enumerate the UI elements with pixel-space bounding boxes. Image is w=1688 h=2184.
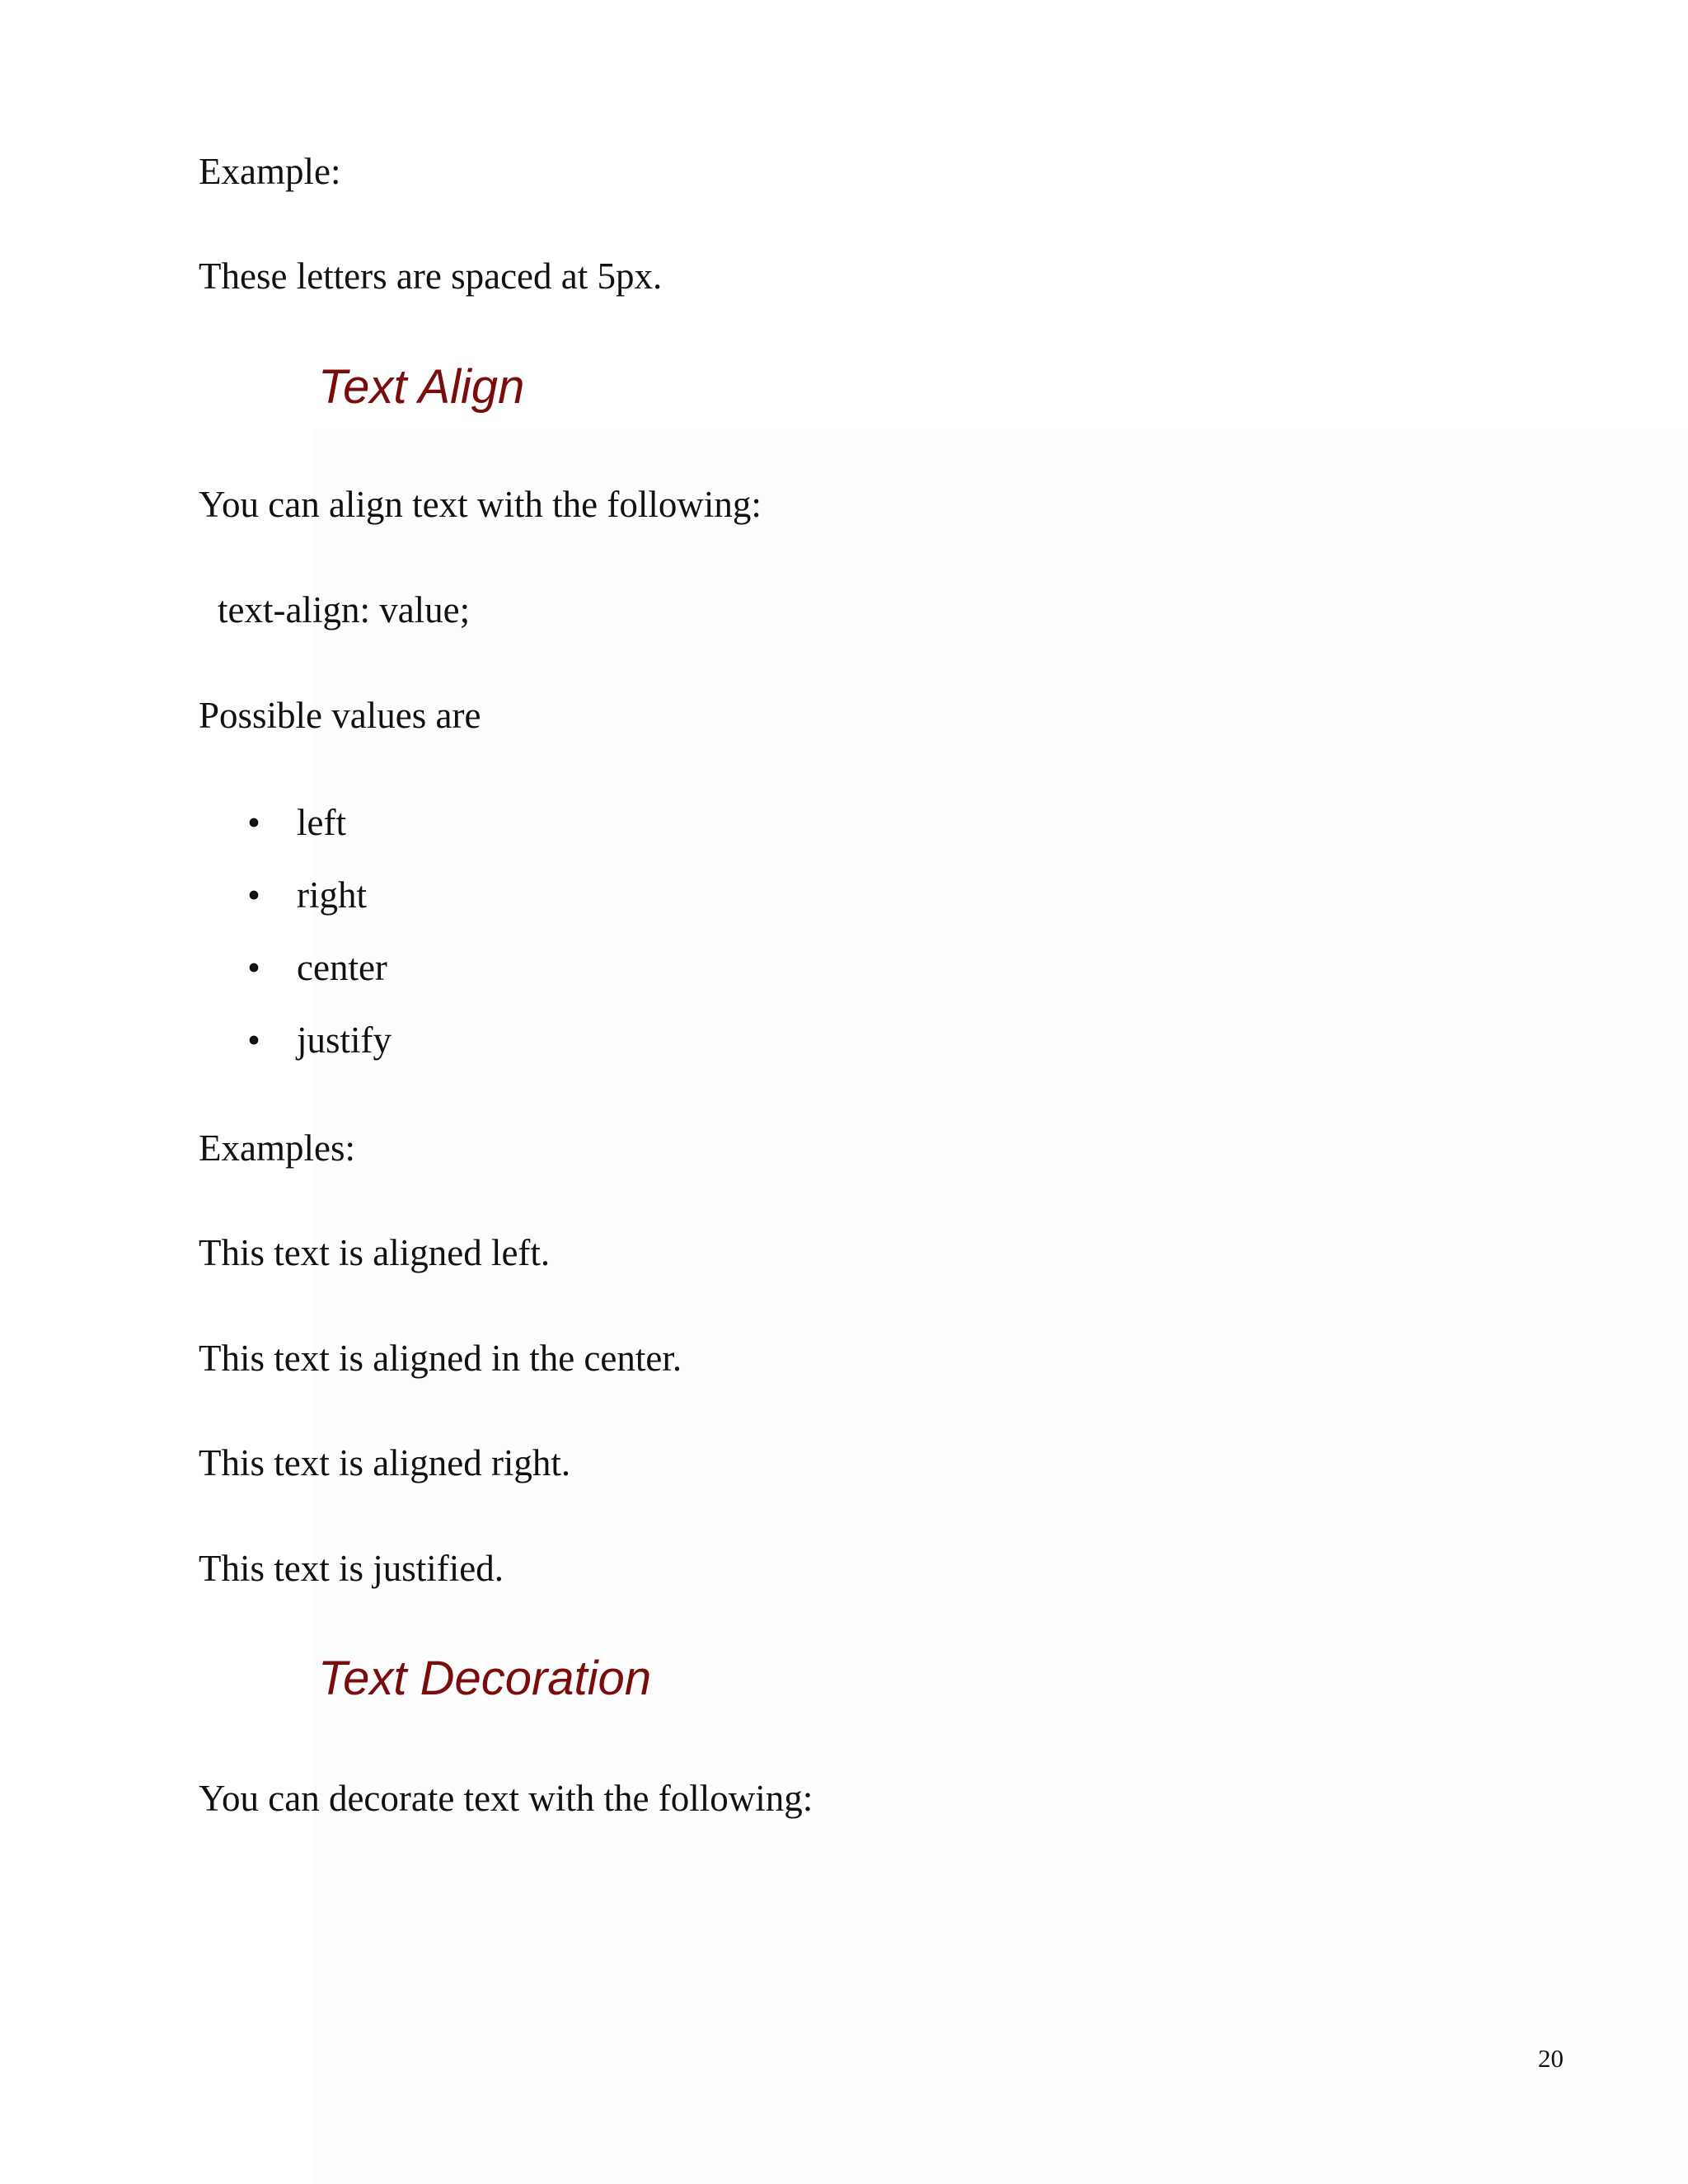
text-align-intro: You can align text with the following: (199, 484, 762, 525)
list-item-text: left (297, 802, 346, 843)
list-item-text: justify (297, 1019, 392, 1061)
bullet-icon: • (247, 874, 260, 916)
text-decoration-intro: You can decorate text with the following: (199, 1778, 814, 1819)
list-item-text: right (297, 874, 367, 916)
bullet-icon: • (247, 1019, 260, 1061)
text-align-syntax: text-align: value; (218, 589, 471, 630)
example-aligned-left: This text is aligned left. (199, 1232, 551, 1273)
bullet-icon: • (247, 802, 260, 843)
bullet-icon: • (247, 947, 260, 988)
example-aligned-center: This text is aligned in the center. (199, 1338, 682, 1379)
list-item-text: center (297, 947, 387, 988)
text-align-heading: Text Align (318, 360, 525, 414)
page-shading (313, 429, 1688, 2184)
text-decoration-heading: Text Decoration (318, 1652, 652, 1705)
letter-spacing-example: These letters are spaced at 5px. (199, 255, 663, 297)
example-label: Example: (199, 151, 341, 192)
example-justified: This text is justified. (199, 1548, 504, 1589)
examples-label: Examples: (199, 1127, 355, 1169)
example-aligned-right: This text is aligned right. (199, 1442, 571, 1483)
page-number: 20 (1538, 2044, 1564, 2073)
possible-values-label: Possible values are (199, 695, 481, 736)
